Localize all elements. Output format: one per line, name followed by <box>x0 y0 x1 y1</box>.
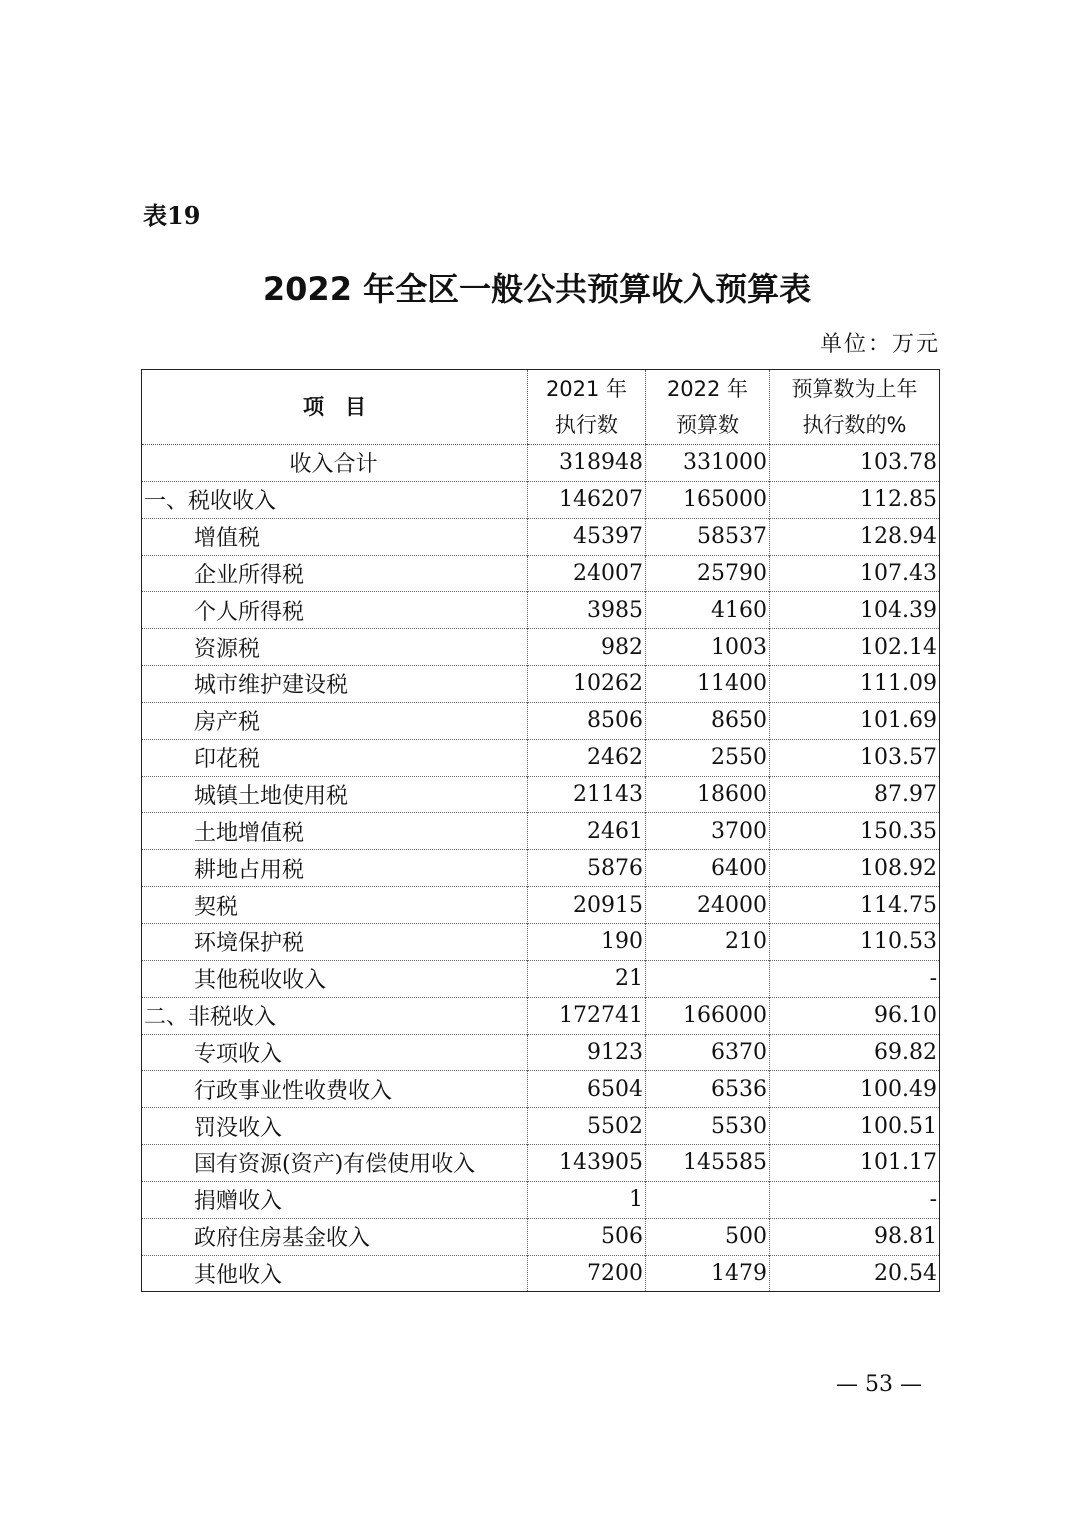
row-percent: 101.69 <box>770 702 940 739</box>
row-exec-2021: 190 <box>528 923 646 960</box>
row-percent: 112.85 <box>770 481 940 518</box>
row-percent: 103.57 <box>770 739 940 776</box>
row-exec-2021: 982 <box>528 629 646 666</box>
row-percent: 96.10 <box>770 997 940 1034</box>
row-budget-2022: 58537 <box>646 518 770 555</box>
row-item-name: 企业所得税 <box>142 555 528 592</box>
row-percent: - <box>770 960 940 997</box>
row-item-name: 房产税 <box>142 702 528 739</box>
row-exec-2021: 8506 <box>528 702 646 739</box>
table-row <box>142 1034 940 1071</box>
header-budget-2022 <box>646 370 770 445</box>
header-percent-line2: 执行数的% <box>802 413 907 437</box>
row-item-name: 个人所得税 <box>142 592 528 629</box>
row-budget-2022: 165000 <box>646 481 770 518</box>
row-budget-2022: 1003 <box>646 629 770 666</box>
header-budget-2022-line1: 2022 年 <box>666 377 749 401</box>
row-percent: 107.43 <box>770 555 940 592</box>
row-item-name: 土地增值税 <box>142 813 528 850</box>
row-exec-2021: 45397 <box>528 518 646 555</box>
table-row <box>142 850 940 887</box>
row-exec-2021: 10262 <box>528 666 646 703</box>
table-header <box>142 370 940 445</box>
table-row <box>142 518 940 555</box>
header-row <box>142 370 940 445</box>
row-item-name: 罚没收入 <box>142 1108 528 1145</box>
row-item-name: 印花税 <box>142 739 528 776</box>
row-percent: 20.54 <box>770 1255 940 1292</box>
table-row <box>142 1181 940 1218</box>
table-row <box>142 1108 940 1145</box>
row-percent: 111.09 <box>770 666 940 703</box>
row-budget-2022: 25790 <box>646 555 770 592</box>
table-label: 表19 <box>143 201 201 230</box>
row-budget-2022: 11400 <box>646 666 770 703</box>
row-percent: 102.14 <box>770 629 940 666</box>
row-item-name: 城市维护建设税 <box>142 666 528 703</box>
budget-table <box>141 369 940 1292</box>
table-row <box>142 445 940 482</box>
row-item-name: 契税 <box>142 887 528 924</box>
row-item-name: 行政事业性收费收入 <box>142 1071 528 1108</box>
header-budget-2022-line2: 预算数 <box>676 413 739 437</box>
table-row <box>142 813 940 850</box>
row-budget-2022: 8650 <box>646 702 770 739</box>
table-row <box>142 997 940 1034</box>
row-item-name: 资源税 <box>142 629 528 666</box>
row-item-name: 耕地占用税 <box>142 850 528 887</box>
row-budget-2022: 2550 <box>646 739 770 776</box>
row-exec-2021: 7200 <box>528 1255 646 1292</box>
unit-note: 单位：万元 <box>819 332 940 357</box>
row-item-name: 环境保护税 <box>142 923 528 960</box>
table-row <box>142 666 940 703</box>
row-exec-2021: 2462 <box>528 739 646 776</box>
row-exec-2021: 143905 <box>528 1145 646 1182</box>
row-exec-2021: 9123 <box>528 1034 646 1071</box>
row-item-name: 一、税收收入 <box>142 481 528 518</box>
row-percent: 98.81 <box>770 1218 940 1255</box>
row-exec-2021: 172741 <box>528 997 646 1034</box>
row-percent: 103.78 <box>770 445 940 482</box>
row-budget-2022: 6400 <box>646 850 770 887</box>
row-budget-2022: 6536 <box>646 1071 770 1108</box>
row-exec-2021: 20915 <box>528 887 646 924</box>
row-budget-2022 <box>646 960 770 997</box>
table-row <box>142 776 940 813</box>
table-row <box>142 481 940 518</box>
row-item-name: 专项收入 <box>142 1034 528 1071</box>
row-percent: - <box>770 1181 940 1218</box>
row-exec-2021: 21 <box>528 960 646 997</box>
table-row <box>142 887 940 924</box>
row-percent: 100.49 <box>770 1071 940 1108</box>
table-row <box>142 702 940 739</box>
header-percent <box>770 370 940 445</box>
row-exec-2021: 2461 <box>528 813 646 850</box>
header-percent-line1: 预算数为上年 <box>791 377 918 401</box>
table-row <box>142 555 940 592</box>
row-budget-2022: 5530 <box>646 1108 770 1145</box>
row-item-name: 国有资源(资产)有偿使用收入 <box>142 1145 528 1182</box>
row-exec-2021: 146207 <box>528 481 646 518</box>
row-percent: 100.51 <box>770 1108 940 1145</box>
row-item-name: 收入合计 <box>142 445 528 482</box>
row-item-name: 城镇土地使用税 <box>142 776 528 813</box>
row-exec-2021: 318948 <box>528 445 646 482</box>
row-exec-2021: 3985 <box>528 592 646 629</box>
row-percent: 87.97 <box>770 776 940 813</box>
header-exec-2021 <box>528 370 646 445</box>
row-budget-2022: 4160 <box>646 592 770 629</box>
row-budget-2022: 166000 <box>646 997 770 1034</box>
row-exec-2021: 506 <box>528 1218 646 1255</box>
row-percent: 150.35 <box>770 813 940 850</box>
table-row <box>142 629 940 666</box>
row-percent: 114.75 <box>770 887 940 924</box>
table-row <box>142 923 940 960</box>
row-budget-2022: 1479 <box>646 1255 770 1292</box>
table-row <box>142 1255 940 1292</box>
row-item-name: 二、非税收入 <box>142 997 528 1034</box>
row-exec-2021: 5502 <box>528 1108 646 1145</box>
header-exec-2021-line2: 执行数 <box>555 413 618 437</box>
header-item: 项 目 <box>142 370 528 445</box>
row-exec-2021: 24007 <box>528 555 646 592</box>
row-item-name: 其他税收收入 <box>142 960 528 997</box>
row-percent: 69.82 <box>770 1034 940 1071</box>
row-budget-2022: 331000 <box>646 445 770 482</box>
row-exec-2021: 1 <box>528 1181 646 1218</box>
table-row <box>142 1218 940 1255</box>
row-budget-2022: 3700 <box>646 813 770 850</box>
row-percent: 108.92 <box>770 850 940 887</box>
row-item-name: 政府住房基金收入 <box>142 1218 528 1255</box>
table-row <box>142 1145 940 1182</box>
row-budget-2022 <box>646 1181 770 1218</box>
row-budget-2022: 24000 <box>646 887 770 924</box>
row-item-name: 捐赠收入 <box>142 1181 528 1218</box>
row-budget-2022: 210 <box>646 923 770 960</box>
row-exec-2021: 6504 <box>528 1071 646 1108</box>
table-row <box>142 739 940 776</box>
row-exec-2021: 5876 <box>528 850 646 887</box>
row-percent: 101.17 <box>770 1145 940 1182</box>
page-number: — 53 — <box>836 1372 922 1397</box>
row-item-name: 其他收入 <box>142 1255 528 1292</box>
row-item-name: 增值税 <box>142 518 528 555</box>
table-row <box>142 1071 940 1108</box>
row-budget-2022: 18600 <box>646 776 770 813</box>
table-body <box>142 445 940 1292</box>
row-percent: 110.53 <box>770 923 940 960</box>
header-exec-2021-line1: 2021 年 <box>545 377 628 401</box>
row-budget-2022: 500 <box>646 1218 770 1255</box>
row-exec-2021: 21143 <box>528 776 646 813</box>
table-row <box>142 592 940 629</box>
table-row <box>142 960 940 997</box>
row-percent: 128.94 <box>770 518 940 555</box>
row-budget-2022: 145585 <box>646 1145 770 1182</box>
row-percent: 104.39 <box>770 592 940 629</box>
document-title: 2022 年全区一般公共预算收入预算表 <box>262 270 812 308</box>
row-budget-2022: 6370 <box>646 1034 770 1071</box>
